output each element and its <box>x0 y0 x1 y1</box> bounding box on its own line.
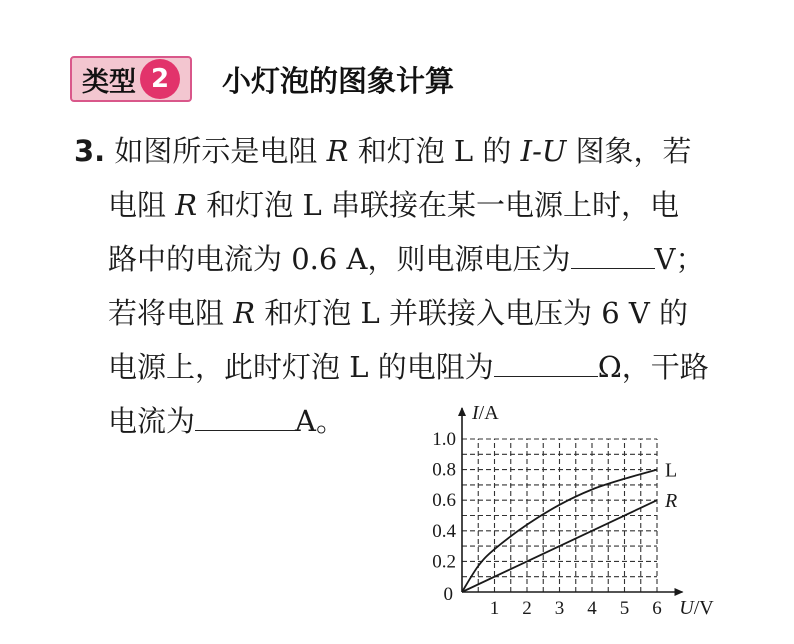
x-tick-label: 6 <box>652 598 662 618</box>
x-tick-label: 5 <box>619 598 630 618</box>
var-R: R <box>175 188 198 222</box>
answer-blank-voltage[interactable] <box>571 232 655 269</box>
text-segment: 电流为 <box>108 404 196 438</box>
series-R-line <box>462 500 657 592</box>
section-header <box>70 56 454 102</box>
text-segment: Ω，干路 <box>597 350 709 384</box>
y-tick-label: 0.6 <box>432 490 456 512</box>
text-segment: 如图所示是电阻 <box>114 134 327 168</box>
x-axis-label: U/V <box>679 597 714 618</box>
y-tick-label: 0.8 <box>432 459 456 481</box>
series-L-label: L <box>665 459 678 482</box>
var-R: R <box>326 134 349 168</box>
y-tick-label: 1.0 <box>432 429 456 450</box>
problem-line-4 <box>74 286 734 340</box>
i-u-graph <box>420 404 720 618</box>
text-segment: 电源上，此时灯泡 L 的电阻为 <box>108 350 494 384</box>
x-tick-label: 4 <box>587 598 597 618</box>
grid <box>462 439 657 592</box>
badge-number: 2 <box>140 59 180 99</box>
y-tick-label: 0.4 <box>432 520 456 542</box>
text-segment: 路中的电流为 0.6 A，则电源电压为 <box>108 242 571 276</box>
answer-blank-resistance[interactable] <box>494 340 598 377</box>
var-I-U: I-U <box>520 134 567 168</box>
text-segment: A。 <box>295 404 345 438</box>
series-R-label: R <box>665 490 678 513</box>
answer-blank-current[interactable] <box>195 394 295 431</box>
section-title: 小灯泡的图象计算 <box>222 63 455 98</box>
text-segment: 若将电阻 <box>108 296 234 330</box>
text-segment: V； <box>654 242 705 276</box>
text-segment: 电阻 <box>108 188 176 222</box>
type-badge <box>70 56 192 102</box>
problem-line-3 <box>74 232 734 286</box>
y-axis-label: I/A <box>472 404 499 424</box>
text-segment: 和灯泡 L 并联接入电压为 6 V 的 <box>255 296 689 330</box>
y-tick-label: 0.2 <box>432 551 456 573</box>
badge-label: 类型 <box>82 66 136 98</box>
origin-label: 0 <box>443 584 453 605</box>
problem-line-1 <box>74 124 734 178</box>
var-R: R <box>233 296 256 330</box>
text-segment: 和灯泡 L 的 <box>348 134 521 168</box>
text-segment: 和灯泡 L 串联接在某一电源上时，电 <box>197 188 679 222</box>
problem-line-5 <box>74 340 734 394</box>
problem-line-2 <box>74 178 734 232</box>
x-tick-label: 1 <box>489 598 500 618</box>
x-tick-label: 3 <box>554 598 565 618</box>
problem-3 <box>74 124 734 448</box>
problem-number: 3. <box>74 134 106 168</box>
text-segment: 图象，若 <box>566 134 692 168</box>
x-tick-label: 2 <box>522 598 532 618</box>
